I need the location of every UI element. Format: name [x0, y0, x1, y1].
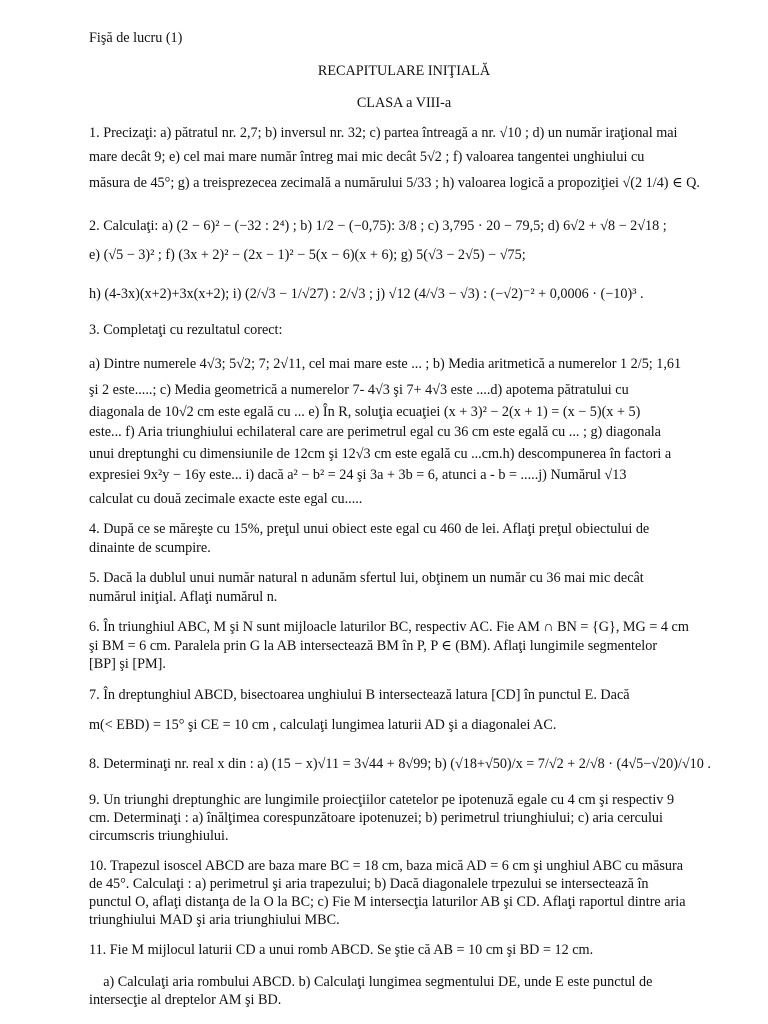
exercise-5-line: numărul iniţial. Aflaţi numărul n.	[89, 589, 278, 605]
exercise-9-line: circumscris triunghiului.	[89, 828, 229, 844]
exercise-11-line: a) Calculaţi aria rombului ABCD. b) Calculaţi lungimea segmentului DE, unde E este punctul de	[89, 974, 653, 990]
exercise-9-line: cm. Determinaţi : a) înălţimea corespunzătoare ipotenuzei; b) perimetrul triunghiului; c) aria cercului	[89, 810, 663, 826]
exercise-3-line: calculat cu două zecimale exacte este egal cu.....	[89, 491, 363, 507]
class-label: CLASA a VIII-a	[356, 95, 452, 111]
exercise-10-line: punctul O, aflaţi distanţa de la O la BC; c) Fie M intersecţia laturilor AB şi CD. Aflaţi raportul dintre aria	[89, 894, 686, 910]
exercise-3-line: diagonala de 10√2 cm este egală cu ... e) În R, soluţia ecuaţiei (x + 3)² − 2(x + 1) = (x − 5)(x + 5)	[89, 404, 641, 420]
exercise-3-line: expresiei 9x²y − 16y este... i) dacă a² − b² = 24 şi 3a + 3b = 6, atunci a - b = .....j) Numărul √13	[89, 467, 627, 483]
exercise-5-line: 5. Dacă la dublul unui număr natural n adunăm sfertul lui, obţinem un număr cu 36 mai mic decât	[89, 570, 644, 586]
exercise-9-line: 9. Un triunghi dreptunghic are lungimile proiecţiilor catetelor pe ipotenuză egale cu 4 cm şi respectiv 9	[89, 792, 675, 808]
exercise-4-line: dinainte de scumpire.	[89, 540, 211, 556]
exercise-2-line: 2. Calculaţi: a) (2 − 6)² − (−32 : 2⁴) ; b) 1/2 − (−0,75): 3/8 ; c) 3,795 · 20 − 79,5; d) 6√2 + √8 − 2√18 ;	[89, 218, 667, 234]
exercise-6-line: [BP] şi [PM].	[89, 656, 166, 672]
exercise-1-line: 1. Precizaţi: a) pătratul nr. 2,7; b) inversul nr. 32; c) partea întreagă a nr. √10 ; d) un număr iraţional mai	[89, 125, 678, 141]
exercise-11-line: intersecţie al dreptelor AM şi BD.	[89, 992, 282, 1008]
exercise-10-line: de 45°. Calculaţi : a) perimetrul şi aria trapezului; b) Dacă diagonalele trpezului se intersectează în	[89, 876, 649, 892]
exercise-10-line: triunghiului MAD şi aria triunghiului MBC.	[89, 912, 340, 928]
exercise-1-line: măsura de 45°; g) a treisprezecea zecimală a numărului 5/33 ; h) valoarea logică a propoziţiei √(2 1/4) ∈ Q.	[89, 175, 700, 191]
exercise-3-line: este... f) Aria triunghiului echilateral care are perimetrul egal cu 36 cm este egală cu ... ; g) diagonala	[89, 424, 661, 440]
exercise-4-line: 4. După ce se măreşte cu 15%, preţul unui obiect este egal cu 460 de lei. Aflaţi preţul obiectului de	[89, 521, 650, 537]
exercise-3-line: 3. Completaţi cu rezultatul corect:	[89, 322, 283, 338]
exercise-10-line: 10. Trapezul isoscel ABCD are baza mare BC = 18 cm, baza mică AD = 6 cm şi unghiul ABC cu măsura	[89, 858, 684, 874]
exercise-2-line: h) (4-3x)(x+2)+3x(x+2); i) (2/√3 − 1/√27) : 2/√3 ; j) √12 (4/√3 − √3) : (−√2)⁻² + 0,0006 · (−10)³ .	[89, 286, 644, 302]
exercise-3-line: unui dreptunghi cu dimensiunile de 12cm şi 12√3 cm este egală cu ...cm.h) descompunerea în factori a	[89, 446, 672, 462]
exercise-6-line: 6. În triunghiul ABC, M şi N sunt mijloacle laturilor BC, respectiv AC. Fie AM ∩ BN = {G}, MG = 4 cm	[89, 619, 689, 635]
exercise-2-line: e) (√5 − 3)² ; f) (3x + 2)² − (2x − 1)² − 5(x − 6)(x + 6); g) 5(√3 − 2√5) − √75;	[89, 247, 526, 263]
worksheet-label: Fişă de lucru (1)	[89, 30, 183, 46]
exercise-7-line: m(< EBD) = 15° şi CE = 10 cm , calculaţi lungimea laturii AD şi a diagonalei AC.	[89, 717, 557, 733]
exercise-11-line: 11. Fie M mijlocul laturii CD a unui romb ABCD. Se ştie că AB = 10 cm şi BD = 12 cm.	[89, 942, 594, 958]
exercise-8-line: 8. Determinaţi nr. real x din : a) (15 − x)√11 = 3√44 + 8√99; b) (√18+√50)/x = 7/√2 + 2/√8 · (4√5−√20)/√10 .	[89, 756, 711, 772]
exercise-1-line: mare decât 9; e) cel mai mare număr întreg mai mic decât 5√2 ; f) valoarea tangentei unghiului cu	[89, 149, 645, 165]
exercise-7-line: 7. În dreptunghiul ABCD, bisectoarea unghiului B intersectează latura [CD] în punctul E. Dacă	[89, 687, 630, 703]
exercise-3-line: şi 2 este.....; c) Media geometrică a numerelor 7- 4√3 şi 7+ 4√3 este ....d) apotema pătratului cu	[89, 382, 629, 398]
exercise-3-line: a) Dintre numerele 4√3; 5√2; 7; 2√11, cel mai mare este ... ; b) Media aritmetică a numerelor 1 2/5; 1,61	[89, 356, 682, 372]
page-title: RECAPITULARE INIŢIALĂ	[317, 63, 491, 79]
exercise-6-line: şi BM = 6 cm. Paralela prin G la AB intersectează BM în P, P ∈ (BM). Aflaţi lungimile segmentelor	[89, 638, 658, 654]
